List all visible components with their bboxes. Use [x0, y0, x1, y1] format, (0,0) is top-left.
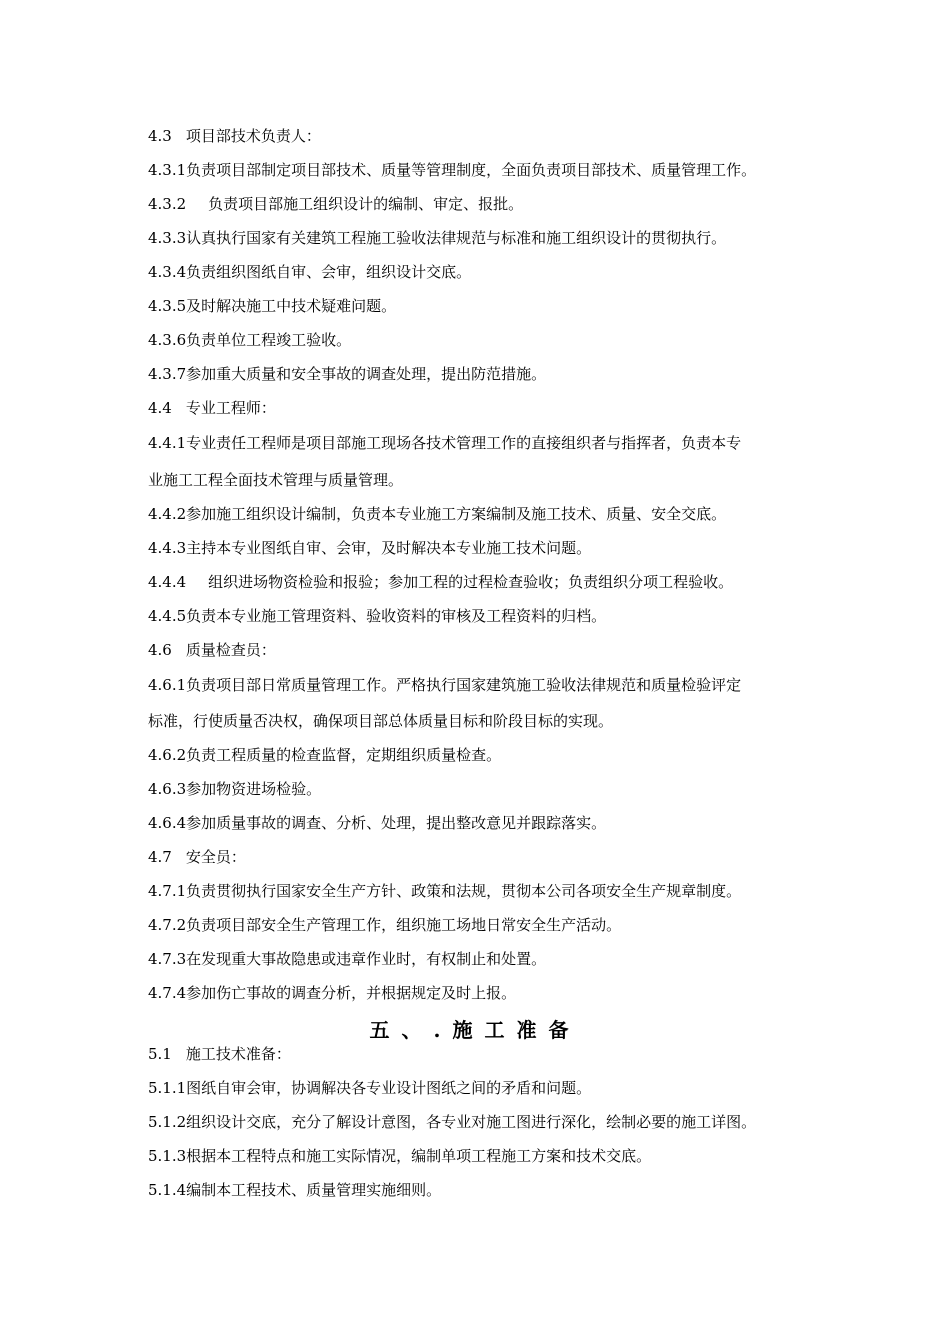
- clause-number: 5.1: [148, 1045, 172, 1063]
- paragraph-line: [148, 779, 321, 799]
- paragraph-line: [148, 1180, 441, 1200]
- paragraph-line: [148, 1146, 651, 1166]
- clause-number: 4.3.2: [148, 195, 187, 213]
- paragraph-line: [148, 296, 396, 316]
- paragraph-line: [148, 813, 606, 833]
- clause-number: 4.7.3: [148, 950, 187, 968]
- clause-number: 4.3.5: [148, 297, 187, 315]
- clause-number: 4.7.4: [148, 984, 187, 1002]
- paragraph-line: [148, 262, 471, 282]
- clause-text: 负责单位工程竣工验收。: [186, 331, 352, 349]
- clause-text: 及时解决施工中技术疑难问题。: [186, 297, 397, 315]
- clause-number: 4.6.3: [148, 780, 187, 798]
- clause-number: 4.7: [148, 848, 172, 866]
- clause-text: 安全员：: [185, 848, 246, 866]
- clause-number: 5.1.1: [148, 1079, 187, 1097]
- clause-text: 主持本专业图纸自审、会审，及时解决本专业施工技术问题。: [186, 539, 592, 557]
- paragraph-line: [148, 745, 501, 765]
- paragraph-line: [148, 126, 321, 146]
- clause-number: 4.6.2: [148, 746, 187, 764]
- paragraph-line: [148, 949, 546, 969]
- clause-text: 标准，行使质量否决权，确保项目部总体质量目标和阶段目标的实现。: [148, 712, 614, 730]
- clause-number: 4.4.1: [148, 434, 187, 452]
- paragraph-line: [148, 915, 621, 935]
- clause-number: 4.4.2: [148, 505, 187, 523]
- clause-text: 参加重大质量和安全事故的调查处理，提出防范措施。: [186, 365, 547, 383]
- clause-number: 4.3.1: [148, 161, 187, 179]
- paragraph-line: [148, 1112, 756, 1132]
- paragraph-line: [148, 881, 741, 901]
- clause-text: 根据本工程特点和施工实际情况，编制单项工程施工方案和技术交底。: [186, 1147, 652, 1165]
- clause-number: 4.6.4: [148, 814, 187, 832]
- clause-text: 负责项目部安全生产管理工作，组织施工场地日常安全生产活动。: [186, 916, 622, 934]
- clause-number: 5.1.3: [148, 1147, 187, 1165]
- clause-number: 5.1.2: [148, 1113, 187, 1131]
- clause-text: 图纸自审会审，协调解决各专业设计图纸之间的矛盾和问题。: [186, 1079, 592, 1097]
- clause-number: 4.3.7: [148, 365, 187, 383]
- paragraph-line: [148, 364, 546, 384]
- clause-text: 参加质量事故的调查、分析、处理，提出整改意见并跟踪落实。: [186, 814, 607, 832]
- paragraph-continuation: [148, 711, 613, 731]
- paragraph-line: [148, 538, 591, 558]
- clause-text: 负责项目部施工组织设计的编制、审定、报批。: [208, 195, 524, 213]
- clause-number: 4.6: [148, 641, 172, 659]
- clause-text: 项目部技术负责人：: [185, 127, 321, 145]
- clause-number: 4.4.4: [148, 573, 187, 591]
- clause-number: 4.4.3: [148, 539, 187, 557]
- clause-text: 负责贯彻执行国家安全生产方针、政策和法规，贯彻本公司各项安全生产规章制度。: [186, 882, 742, 900]
- paragraph-line: [148, 433, 741, 453]
- clause-text: 编制本工程技术、质量管理实施细则。: [186, 1181, 442, 1199]
- paragraph-line: [148, 640, 276, 660]
- clause-text: 质量检查员：: [185, 641, 276, 659]
- paragraph-line: [148, 160, 756, 180]
- clause-text: 专业责任工程师是项目部施工现场各技术管理工作的直接组织者与指挥者，负责本专: [186, 434, 742, 452]
- paragraph-line: [148, 675, 741, 695]
- clause-text: 负责项目部日常质量管理工作。严格执行国家建筑施工验收法律规范和质量检验评定: [186, 676, 742, 694]
- clause-text: 认真执行国家有关建筑工程施工验收法律规范与标准和施工组织设计的贯彻执行。: [186, 229, 727, 247]
- clause-number: 4.3.3: [148, 229, 187, 247]
- clause-text: 组织设计交底，充分了解设计意图，各专业对施工图进行深化，绘制必要的施工详图。: [186, 1113, 757, 1131]
- clause-number: 4.3.6: [148, 331, 187, 349]
- clause-text: 负责工程质量的检查监督，定期组织质量检查。: [186, 746, 502, 764]
- clause-number: 5.1.4: [148, 1181, 187, 1199]
- clause-text: 负责本专业施工管理资料、验收资料的审核及工程资料的归档。: [186, 607, 607, 625]
- clause-text: 施工技术准备：: [185, 1045, 291, 1063]
- paragraph-line: [148, 1044, 291, 1064]
- clause-text: 参加物资进场检验。: [186, 780, 322, 798]
- paragraph-line: [148, 983, 516, 1003]
- clause-number: 4.7.2: [148, 916, 187, 934]
- clause-text: 在发现重大事故隐患或违章作业时，有权制止和处置。: [186, 950, 547, 968]
- clause-number: 4.4.5: [148, 607, 187, 625]
- clause-number: 4.4: [148, 399, 172, 417]
- paragraph-line: [148, 504, 726, 524]
- paragraph-line: [148, 1078, 591, 1098]
- clause-text: 负责组织图纸自审、会审，组织设计交底。: [186, 263, 472, 281]
- clause-text: 业施工工程全面技术管理与质量管理。: [148, 471, 404, 489]
- paragraph-line: [148, 194, 523, 214]
- section-heading: 五、.施工准备: [369, 1018, 581, 1042]
- clause-number: 4.3: [148, 127, 172, 145]
- paragraph-line: [148, 572, 733, 592]
- clause-number: 4.6.1: [148, 676, 187, 694]
- paragraph-continuation: [148, 470, 403, 490]
- clause-number: 4.7.1: [148, 882, 187, 900]
- clause-text: 参加施工组织设计编制，负责本专业施工方案编制及施工技术、质量、安全交底。: [186, 505, 727, 523]
- clause-text: 专业工程师：: [185, 399, 276, 417]
- paragraph-line: [148, 398, 276, 418]
- paragraph-line: [148, 606, 606, 626]
- paragraph-line: [148, 847, 246, 867]
- paragraph-line: [148, 228, 726, 248]
- clause-text: 负责项目部制定项目部技术、质量等管理制度，全面负责项目部技术、质量管理工作。: [186, 161, 757, 179]
- paragraph-line: [148, 330, 351, 350]
- clause-number: 4.3.4: [148, 263, 187, 281]
- clause-text: 组织进场物资检验和报验；参加工程的过程检查验收；负责组织分项工程验收。: [208, 573, 734, 591]
- clause-text: 参加伤亡事故的调查分析，并根据规定及时上报。: [186, 984, 517, 1002]
